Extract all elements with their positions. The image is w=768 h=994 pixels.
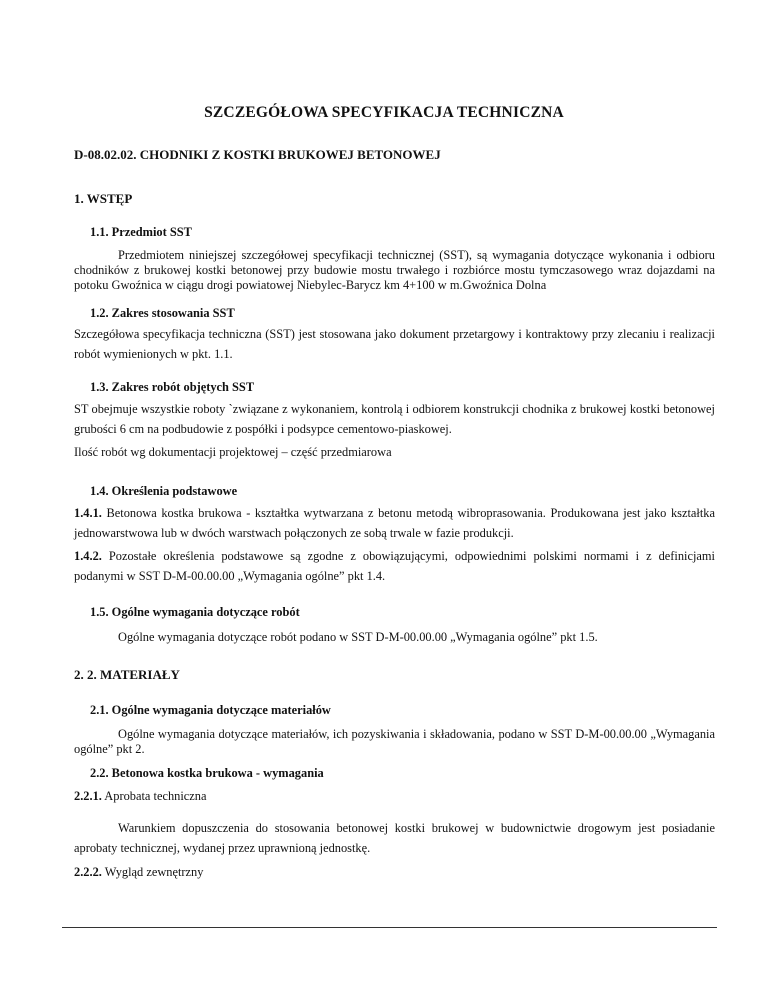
- section-2-1-heading: 2.1. Ogólne wymagania dotyczące materiałów: [90, 703, 331, 717]
- section-1-4-2-number: 1.4.2.: [74, 549, 102, 563]
- section-2-2-1-paragraph: [74, 818, 715, 858]
- document-code-heading: D-08.02.02. CHODNIKI Z KOSTKI BRUKOWEJ BETONOWEJ: [74, 147, 441, 162]
- document-title: SZCZEGÓŁOWA SPECYFIKACJA TECHNICZNA: [204, 104, 564, 121]
- section-1-5-paragraph: [74, 627, 715, 647]
- section-1-1-heading: 1.1. Przedmiot SST: [90, 225, 192, 239]
- section-2-heading: 2. 2. MATERIAŁY: [74, 667, 180, 682]
- section-1-1-text: Przedmiotem niniejszej szczegółowej specyfikacji technicznej (SST), są wymagania dotyczące wykonania i odbioru chodników z brukowej kostki betonowej przy budowie mostu trwałego i rozbiórce mostu tymczasowego wraz dojazdami na potoku Gwoźnica w ciągu drogi powiatowej Niebylec-Barycz km 4+100 w m.Gwoźnica Dolna: [74, 248, 715, 292]
- section-2-2-2-title: [74, 862, 715, 882]
- section-1-1-paragraph: [74, 248, 715, 293]
- section-1-4-2-paragraph: [74, 546, 715, 586]
- section-1-3-quantity-note: Ilość robót wg dokumentacji projektowej – część przedmiarowa: [74, 445, 392, 459]
- section-2-1-text: Ogólne wymagania dotyczące materiałów, ich pozyskiwania i składowania, podano w SST D-M-00.00.00 „Wymagania ogólne” pkt 2.: [74, 727, 715, 756]
- section-1-heading: 1. WSTĘP: [74, 191, 133, 206]
- section-2-2-1-label: Aprobata techniczna: [101, 789, 207, 803]
- section-1-3-heading: 1.3. Zakres robót objętych SST: [90, 380, 255, 394]
- section-2-2-1-title: [74, 786, 715, 806]
- section-1-4-1-number: 1.4.1.: [74, 506, 102, 520]
- section-2-2-heading: 2.2. Betonowa kostka brukowa - wymagania: [90, 766, 324, 780]
- section-1-4-2-text: Pozostałe określenia podstawowe są zgodne z obowiązującymi, odpowiednimi polskimi normami i z definicjami podanymi w SST D-M-00.00.00 „Wymagania ogólne” pkt 1.4.: [74, 549, 715, 583]
- section-2-1-paragraph: [74, 727, 715, 757]
- footer-rule: [62, 927, 717, 928]
- section-2-2-1-text: Warunkiem dopuszczenia do stosowania betonowej kostki brukowej w budownictwie drogowym jest posiadanie aprobaty technicznej, wydanej przez uprawnioną jednostkę.: [74, 821, 715, 855]
- section-2-2-2-number: 2.2.2.: [74, 865, 102, 879]
- section-1-3-paragraph: ST obejmuje wszystkie roboty `związane z wykonaniem, kontrolą i odbiorem konstrukcji chodnika z brukowej kostki betonowej grubości 6 cm na podbudowie z pospółki i podsypce cementowo-piaskowej.: [74, 402, 715, 436]
- section-1-4-1-text: Betonowa kostka brukowa - kształtka wytwarzana z betonu metodą wibroprasowania. Produkowana jest jako kształtka jednowarstwowa lub w dwóch warstwach połączonych ze sobą trwale w fazie produkcji.: [74, 506, 715, 540]
- section-2-2-2-label: Wygląd zewnętrzny: [101, 865, 204, 879]
- section-1-4-heading: 1.4. Określenia podstawowe: [90, 484, 238, 498]
- section-1-2-paragraph: Szczegółowa specyfikacja techniczna (SST) jest stosowana jako dokument przetargowy i kontraktowy przy zlecaniu i realizacji robót wymienionych w pkt. 1.1.: [74, 327, 715, 361]
- section-1-5-heading: 1.5. Ogólne wymagania dotyczące robót: [90, 605, 300, 619]
- section-1-5-text: Ogólne wymagania dotyczące robót podano w SST D-M-00.00.00 „Wymagania ogólne” pkt 1.5.: [118, 630, 598, 644]
- section-2-2-1-number: 2.2.1.: [74, 789, 102, 803]
- section-1-4-1-paragraph: [74, 503, 715, 543]
- section-1-2-heading: 1.2. Zakres stosowania SST: [90, 306, 235, 320]
